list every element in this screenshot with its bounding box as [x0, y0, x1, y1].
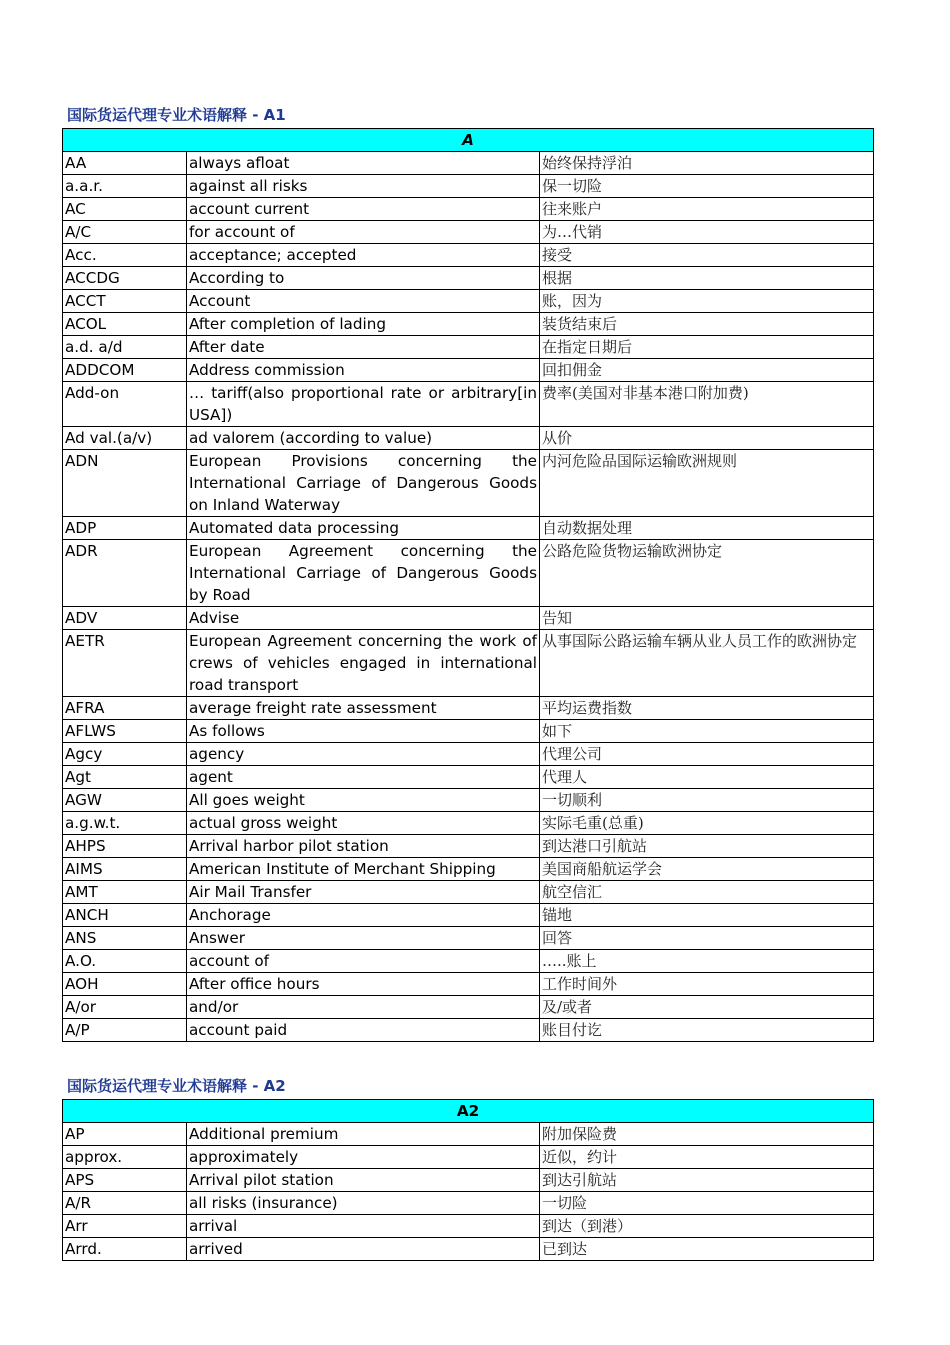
english-term-cell: European Agreement concerning the International Carriage of Dangerous Goods by Road: [187, 540, 540, 607]
abbreviation-cell: A/P: [63, 1019, 187, 1042]
table-row: [63, 996, 874, 1019]
abbreviation-cell: ADP: [63, 517, 187, 540]
section-title-a2: 国际货运代理专业术语解释 - A2: [67, 1077, 286, 1095]
table-row: [63, 244, 874, 267]
abbreviation-cell: ACCT: [63, 290, 187, 313]
english-term-cell: Account: [187, 290, 540, 313]
abbreviation-cell: A/C: [63, 221, 187, 244]
chinese-term-cell: 根据: [540, 267, 874, 290]
chinese-term-cell: 往来账户: [540, 198, 874, 221]
chinese-term-cell: 公路危险货物运输欧洲协定: [540, 540, 874, 607]
table-header-a: A: [63, 129, 874, 152]
chinese-term-cell: 账目付讫: [540, 1019, 874, 1042]
table-row: [63, 630, 874, 697]
abbreviation-cell: ADV: [63, 607, 187, 630]
english-term-cell: European Agreement concerning the work of crews of vehicles engaged in international road transport: [187, 630, 540, 697]
abbreviation-cell: ACOL: [63, 313, 187, 336]
english-term-cell: average freight rate assessment: [187, 697, 540, 720]
chinese-term-cell: 回扣佣金: [540, 359, 874, 382]
table-row: [63, 1192, 874, 1215]
english-term-cell: agency: [187, 743, 540, 766]
chinese-term-cell: 到达港口引航站: [540, 835, 874, 858]
terms-table-a2: [62, 1099, 874, 1261]
english-term-cell: Automated data processing: [187, 517, 540, 540]
abbreviation-cell: AFRA: [63, 697, 187, 720]
english-term-cell: American Institute of Merchant Shipping: [187, 858, 540, 881]
abbreviation-cell: APS: [63, 1169, 187, 1192]
table-row: [63, 336, 874, 359]
table-row: [63, 766, 874, 789]
english-term-cell: As follows: [187, 720, 540, 743]
table-row: [63, 1215, 874, 1238]
abbreviation-cell: Add-on: [63, 382, 187, 427]
table-row: [63, 743, 874, 766]
chinese-term-cell: …..账上: [540, 950, 874, 973]
table-row: [63, 290, 874, 313]
abbreviation-cell: AP: [63, 1123, 187, 1146]
table-row: [63, 198, 874, 221]
table-row: [63, 1238, 874, 1261]
table-row: [63, 1146, 874, 1169]
table-row: [63, 313, 874, 336]
table-row: [63, 382, 874, 427]
abbreviation-cell: AHPS: [63, 835, 187, 858]
table-row: [63, 450, 874, 517]
table-row: [63, 359, 874, 382]
english-term-cell: After completion of lading: [187, 313, 540, 336]
chinese-term-cell: 从价: [540, 427, 874, 450]
abbreviation-cell: ADR: [63, 540, 187, 607]
chinese-term-cell: 自动数据处理: [540, 517, 874, 540]
table-row: [63, 927, 874, 950]
english-term-cell: arrived: [187, 1238, 540, 1261]
chinese-term-cell: 费率(美国对非基本港口附加费): [540, 382, 874, 427]
abbreviation-cell: AIMS: [63, 858, 187, 881]
chinese-term-cell: 为…代销: [540, 221, 874, 244]
english-term-cell: Anchorage: [187, 904, 540, 927]
chinese-term-cell: 始终保持浮泊: [540, 152, 874, 175]
abbreviation-cell: A/R: [63, 1192, 187, 1215]
english-term-cell: agent: [187, 766, 540, 789]
chinese-term-cell: 到达引航站: [540, 1169, 874, 1192]
abbreviation-cell: AGW: [63, 789, 187, 812]
chinese-term-cell: 到达（到港）: [540, 1215, 874, 1238]
abbreviation-cell: Arr: [63, 1215, 187, 1238]
english-term-cell: European Provisions concerning the International Carriage of Dangerous Goods on Inland Waterway: [187, 450, 540, 517]
section-title-a1: 国际货运代理专业术语解释 - A1: [67, 106, 286, 124]
chinese-term-cell: 平均运费指数: [540, 697, 874, 720]
english-term-cell: After office hours: [187, 973, 540, 996]
chinese-term-cell: 实际毛重(总重): [540, 812, 874, 835]
table-row: [63, 1169, 874, 1192]
chinese-term-cell: 内河危险品国际运输欧洲规则: [540, 450, 874, 517]
chinese-term-cell: 回答: [540, 927, 874, 950]
chinese-term-cell: 代理公司: [540, 743, 874, 766]
english-term-cell: acceptance; accepted: [187, 244, 540, 267]
abbreviation-cell: Ad val.(a/v): [63, 427, 187, 450]
table-row: [63, 835, 874, 858]
table-row: [63, 607, 874, 630]
chinese-term-cell: 从事国际公路运输车辆从业人员工作的欧洲协定: [540, 630, 874, 697]
chinese-term-cell: 美国商船航运学会: [540, 858, 874, 881]
abbreviation-cell: ANCH: [63, 904, 187, 927]
abbreviation-cell: AOH: [63, 973, 187, 996]
chinese-term-cell: 代理人: [540, 766, 874, 789]
table-row: [63, 720, 874, 743]
table-header-a2: A2: [63, 1100, 874, 1123]
english-term-cell: against all risks: [187, 175, 540, 198]
table-row: [63, 789, 874, 812]
table-row: [63, 1019, 874, 1042]
table-row: [63, 540, 874, 607]
english-term-cell: Arrival pilot station: [187, 1169, 540, 1192]
abbreviation-cell: AC: [63, 198, 187, 221]
table-row: [63, 858, 874, 881]
abbreviation-cell: Arrd.: [63, 1238, 187, 1261]
abbreviation-cell: A/or: [63, 996, 187, 1019]
chinese-term-cell: 已到达: [540, 1238, 874, 1261]
english-term-cell: approximately: [187, 1146, 540, 1169]
english-term-cell: always afloat: [187, 152, 540, 175]
table-row: [63, 267, 874, 290]
english-term-cell: and/or: [187, 996, 540, 1019]
table-row: [63, 517, 874, 540]
abbreviation-cell: AFLWS: [63, 720, 187, 743]
english-term-cell: … tariff(also proportional rate or arbitrary[in USA]): [187, 382, 540, 427]
english-term-cell: Address commission: [187, 359, 540, 382]
table-row: [63, 812, 874, 835]
english-term-cell: Advise: [187, 607, 540, 630]
abbreviation-cell: Agcy: [63, 743, 187, 766]
abbreviation-cell: Acc.: [63, 244, 187, 267]
english-term-cell: for account of: [187, 221, 540, 244]
abbreviation-cell: AMT: [63, 881, 187, 904]
table-row: [63, 950, 874, 973]
english-term-cell: account of: [187, 950, 540, 973]
chinese-term-cell: 装货结束后: [540, 313, 874, 336]
chinese-term-cell: 工作时间外: [540, 973, 874, 996]
chinese-term-cell: 告知: [540, 607, 874, 630]
abbreviation-cell: ADDCOM: [63, 359, 187, 382]
chinese-term-cell: 接受: [540, 244, 874, 267]
chinese-term-cell: 及/或者: [540, 996, 874, 1019]
chinese-term-cell: 如下: [540, 720, 874, 743]
abbreviation-cell: ACCDG: [63, 267, 187, 290]
abbreviation-cell: AETR: [63, 630, 187, 697]
abbreviation-cell: ANS: [63, 927, 187, 950]
english-term-cell: Answer: [187, 927, 540, 950]
chinese-term-cell: 锚地: [540, 904, 874, 927]
terms-table-a1: [62, 128, 874, 1042]
table-row: [63, 427, 874, 450]
abbreviation-cell: a.a.r.: [63, 175, 187, 198]
chinese-term-cell: 近似，约计: [540, 1146, 874, 1169]
english-term-cell: account current: [187, 198, 540, 221]
table-row: [63, 152, 874, 175]
table-row: [63, 697, 874, 720]
english-term-cell: account paid: [187, 1019, 540, 1042]
abbreviation-cell: ADN: [63, 450, 187, 517]
chinese-term-cell: 一切险: [540, 1192, 874, 1215]
chinese-term-cell: 在指定日期后: [540, 336, 874, 359]
chinese-term-cell: 附加保险费: [540, 1123, 874, 1146]
english-term-cell: all risks (insurance): [187, 1192, 540, 1215]
chinese-term-cell: 保一切险: [540, 175, 874, 198]
chinese-term-cell: 航空信汇: [540, 881, 874, 904]
table-row: [63, 973, 874, 996]
table-row: [63, 881, 874, 904]
english-term-cell: All goes weight: [187, 789, 540, 812]
chinese-term-cell: 一切顺利: [540, 789, 874, 812]
table-row: [63, 1123, 874, 1146]
english-term-cell: ad valorem (according to value): [187, 427, 540, 450]
english-term-cell: Arrival harbor pilot station: [187, 835, 540, 858]
english-term-cell: Air Mail Transfer: [187, 881, 540, 904]
english-term-cell: Additional premium: [187, 1123, 540, 1146]
abbreviation-cell: AA: [63, 152, 187, 175]
abbreviation-cell: approx.: [63, 1146, 187, 1169]
english-term-cell: actual gross weight: [187, 812, 540, 835]
english-term-cell: After date: [187, 336, 540, 359]
abbreviation-cell: a.d. a/d: [63, 336, 187, 359]
chinese-term-cell: 账，因为: [540, 290, 874, 313]
english-term-cell: According to: [187, 267, 540, 290]
english-term-cell: arrival: [187, 1215, 540, 1238]
abbreviation-cell: Agt: [63, 766, 187, 789]
table-row: [63, 175, 874, 198]
abbreviation-cell: a.g.w.t.: [63, 812, 187, 835]
abbreviation-cell: A.O.: [63, 950, 187, 973]
table-row: [63, 904, 874, 927]
table-row: [63, 221, 874, 244]
